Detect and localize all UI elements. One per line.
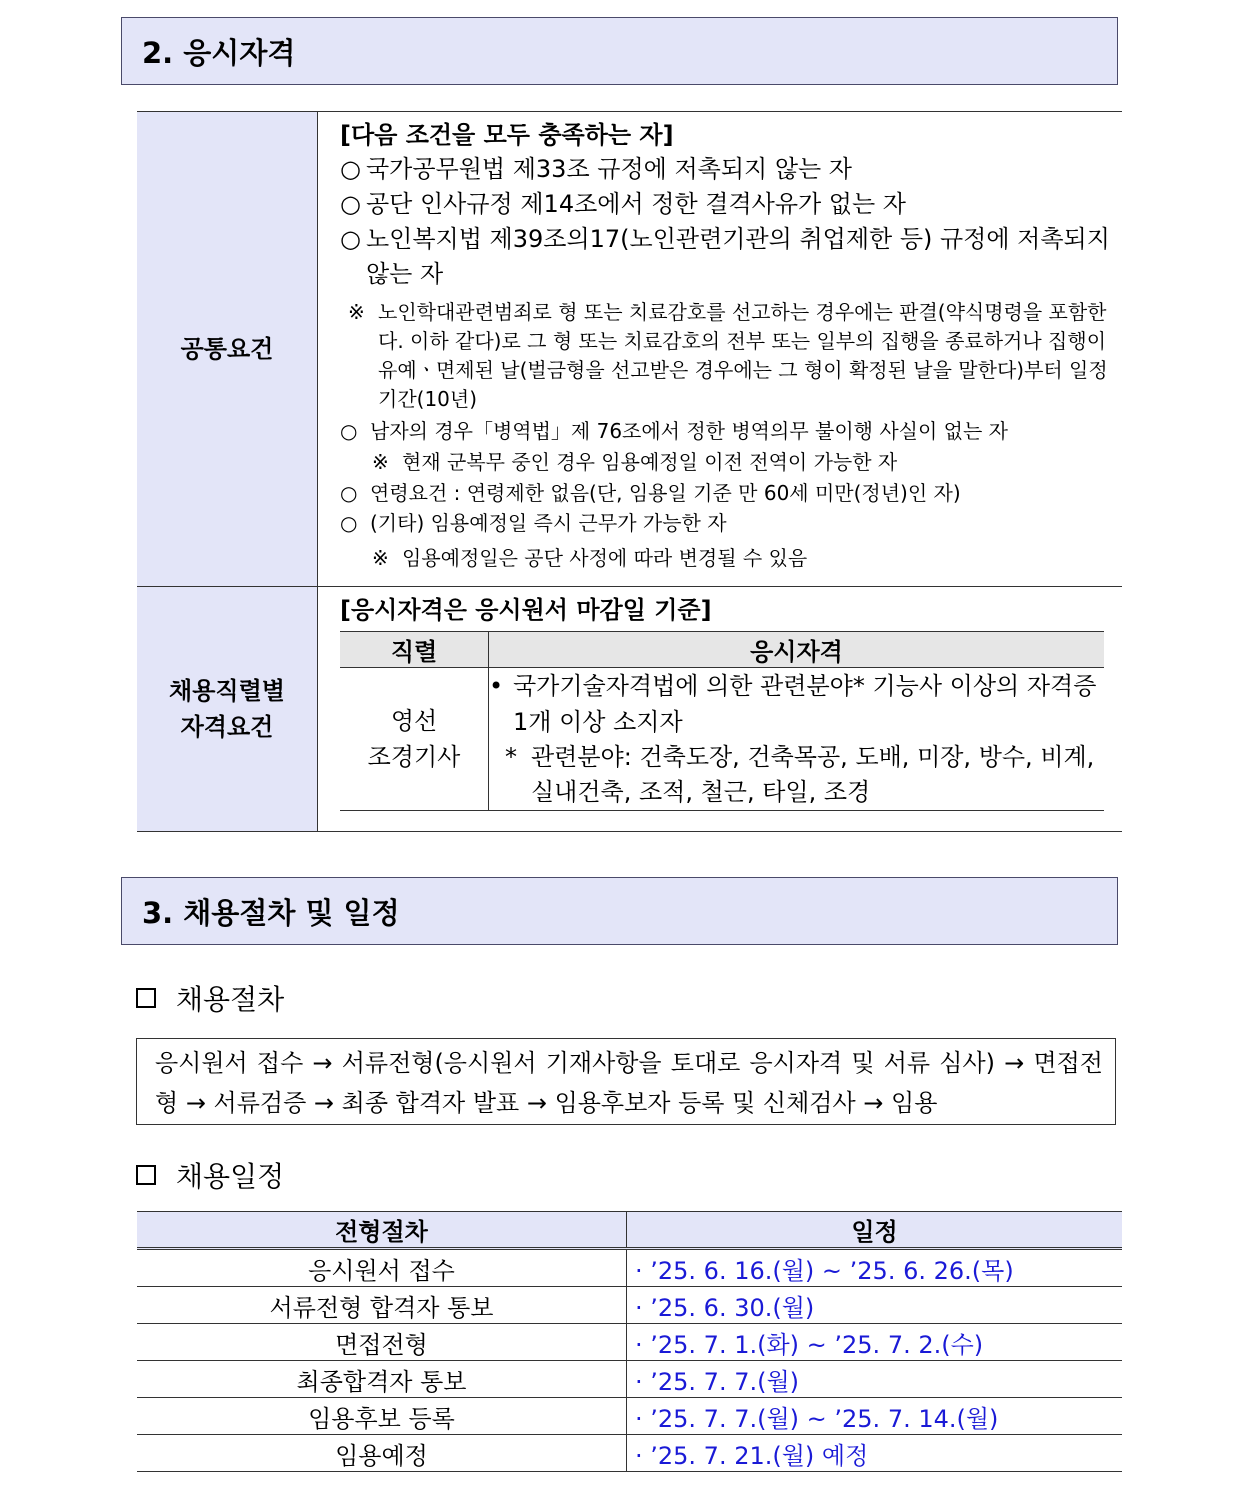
list-item: ○ 연령요건 : 연령제한 없음(단, 임용일 기준 만 60세 미만(정년)인 자) [340,478,1112,508]
list-item: * 관련분야: 건축도장, 건축목공, 도배, 미장, 방수, 비계, 실내건축, 조적, 철근, 타일, 조경 [489,740,1104,810]
column-header: 전형절차 [137,1212,627,1249]
table-row: 최종합격자 통보 · ’25. 7. 7.(월) [137,1361,1122,1398]
job-name: 영선 조경기사 [340,668,489,811]
section-2-title: 2. 응시자격 [121,17,1118,85]
note: ※ 임용예정일은 공단 사정에 따라 변경될 수 있음 [340,542,1112,574]
job-qualification [489,668,1105,811]
reference-mark-icon: ※ [372,450,389,474]
procedure-heading: 채용절차 [136,978,284,1018]
job-qualification-table [340,631,1104,811]
reference-mark-icon: ※ [372,546,389,570]
table-row: 임용예정 · ’25. 7. 21.(월) 예정 [137,1435,1122,1472]
table-row: 응시원서 접수 · ’25. 6. 16.(월) ~ ’25. 6. 26.(목) [137,1249,1122,1287]
column-header: 직렬 [340,632,489,668]
note: ※ 노인학대관련범죄로 형 또는 치료감호를 선고하는 경우에는 판결(약식명령을 포함한다. 이하 같다)로 그 형 또는 치료감호의 전부 또는 일부의 집행을 종료하거나 집행이 유예ㆍ면제된 날(벌금형을 선고받은 경우에는 그 형이 확정된 날을 말한다)부터 일정기간(10년) [340,298,1112,414]
column-header: 응시자격 [489,632,1105,668]
circle-icon: ○ [340,155,361,183]
procedure-box: 응시원서 접수 → 서류전형(응시원서 기재사항을 토대로 응시자격 및 서류 심사) → 면접전형 → 서류검증 → 최종 합격자 발표 → 임용후보자 등록 및 신체검사 → 임용 [136,1038,1116,1125]
schedule-heading: 채용일정 [136,1155,284,1195]
table-row: 서류전형 합격자 통보 · ’25. 6. 30.(월) [137,1287,1122,1324]
qualification-table [137,111,1122,832]
list-item: ○ (기타) 임용예정일 즉시 근무가 가능한 자 [340,508,1112,538]
list-item: ○ 남자의 경우「병역법」제 76조에서 정한 병역의무 불이행 사실이 없는 자 [340,416,1112,446]
note: ※ 현재 군복무 중인 경우 임용예정일 이전 전역이 가능한 자 [340,446,1112,478]
column-header: 일정 [627,1212,1123,1249]
table-row: 면접전형 · ’25. 7. 1.(화) ~ ’25. 7. 2.(수) [137,1324,1122,1361]
list-item: ○ 공단 인사규정 제14조에서 정한 결격사유가 없는 자 [340,187,1112,222]
job-requirements-body [318,587,1123,832]
table-row: 임용후보 등록 · ’25. 7. 7.(월) ~ ’25. 7. 14.(월) [137,1398,1122,1435]
bullet-icon: • [489,672,504,700]
job-requirements-label: 채용직렬별 자격요건 [137,587,318,832]
circle-icon: ○ [340,225,361,253]
list-item: ○ 노인복지법 제39조의17(노인관련기관의 취업제한 등) 규정에 저촉되지 않는 자 [340,222,1112,292]
square-icon [136,988,156,1008]
asterisk-icon: * [505,743,517,771]
job-heading: [응시자격은 응시원서 마감일 기준] [340,596,712,624]
circle-icon: ○ [340,481,358,505]
common-requirements-label: 공통요건 [137,112,318,587]
job-requirements-row [137,587,1122,832]
square-icon [136,1165,156,1185]
common-requirements-body [318,112,1123,587]
circle-icon: ○ [340,511,358,535]
reference-mark-icon: ※ [348,300,365,324]
section-3-title: 3. 채용절차 및 일정 [121,877,1118,945]
circle-icon: ○ [340,419,358,443]
common-requirements-row [137,112,1122,587]
list-item: • 국가기술자격법에 의한 관련분야* 기능사 이상의 자격증 1개 이상 소지자 [489,668,1104,740]
schedule-table [137,1211,1122,1472]
list-item: ○ 국가공무원법 제33조 규정에 저촉되지 않는 자 [340,152,1112,187]
circle-icon: ○ [340,190,361,218]
common-heading: [다음 조건을 모두 충족하는 자] [340,121,674,149]
table-row [340,668,1104,811]
